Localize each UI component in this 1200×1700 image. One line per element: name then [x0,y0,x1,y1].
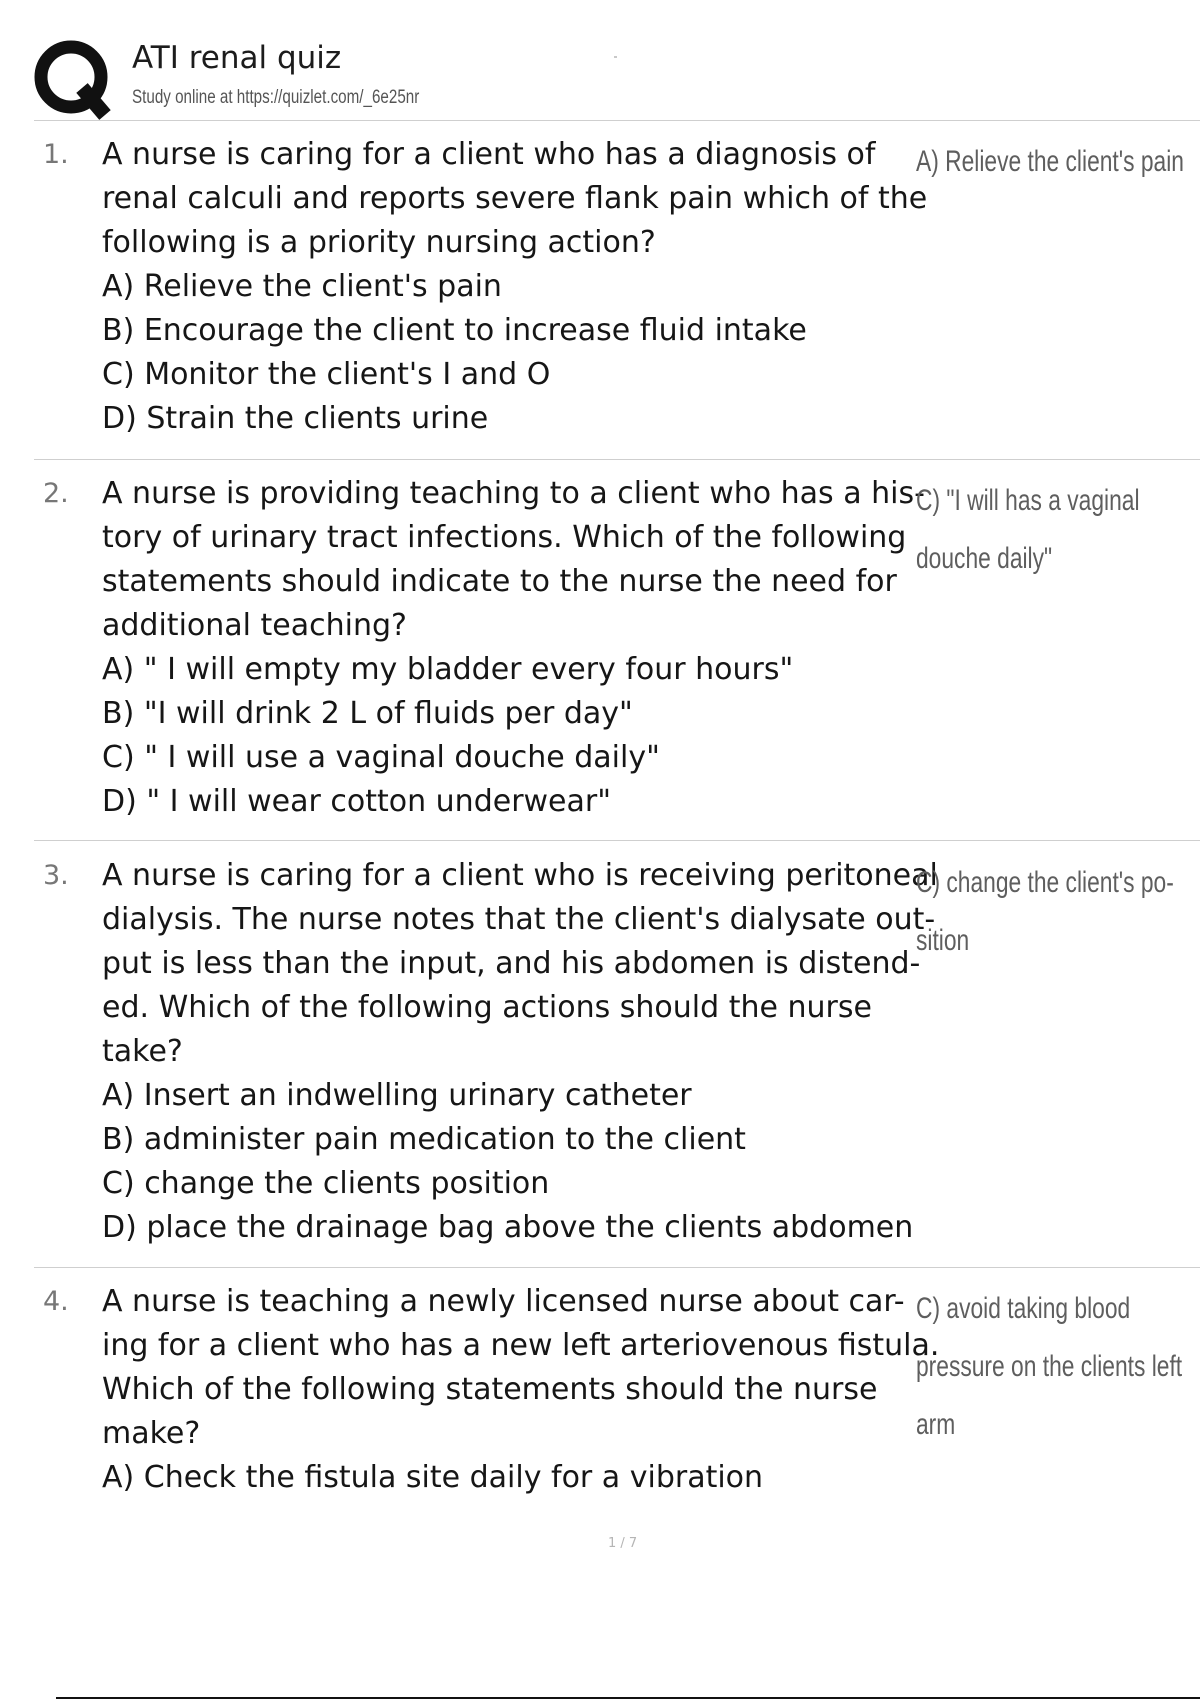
option-a: A) Relieve the client's pain [102,269,502,304]
option-c: C) change the clients position [102,1166,550,1201]
divider [34,1267,1200,1268]
question-text-line: make? [102,1416,201,1451]
header-divider-dot [614,56,617,58]
divider [34,120,1200,121]
answer-line: douche daily" [916,542,1053,575]
footer-divider [56,1697,1200,1699]
question-text-line: statements should indicate to the nurse the need for [102,564,897,599]
question-text-line: A nurse is providing teaching to a client who has a his- [102,476,925,511]
divider [34,459,1200,460]
option-b: B) administer pain medication to the client [102,1122,746,1157]
option-d: D) Strain the clients urine [102,401,489,436]
option-b: B) "I will drink 2 L of fluids per day" [102,696,633,731]
study-online-link-text: Study online at https://quizlet.com/_6e25nr [132,87,420,108]
option-a: A) " I will empty my bladder every four hours" [102,652,794,687]
answer-line: C) "I will has a vaginal [916,484,1140,517]
question-text-line: A nurse is caring for a client who has a diagnosis of [102,137,876,172]
option-b: B) Encourage the client to increase fluid intake [102,313,807,348]
question-text-line: Which of the following statements should the nurse [102,1372,878,1407]
question-number: 1. [43,139,69,170]
answer-line: pressure on the clients left [916,1350,1183,1383]
question-number: 3. [43,860,69,891]
question-text-line: A nurse is teaching a newly licensed nurse about car- [102,1284,905,1319]
option-a: A) Check the fistula site daily for a vibration [102,1460,764,1495]
question-text-line: renal calculi and reports severe flank pain which of the [102,181,928,216]
option-d: D) place the drainage bag above the clients abdomen [102,1210,914,1245]
question-text-line: A nurse is caring for a client who is receiving peritoneal [102,858,938,893]
question-card-4 [34,1280,1200,1510]
question-number: 2. [43,478,69,509]
answer [916,472,1174,588]
question-text-line: ed. Which of the following actions should the nurse [102,990,872,1025]
question-text-line: take? [102,1034,183,1069]
question-text-line: put is less than the input, and his abdomen is distend- [102,946,921,981]
question-number: 4. [43,1286,69,1317]
answer [916,1280,1183,1454]
answer-line: A) Relieve the client's pain [916,145,1184,178]
question-card-3 [34,854,1200,1254]
question-text-line: ing for a client who has a new left arteriovenous fistula. [102,1328,940,1363]
answer-line: C) avoid taking blood [916,1292,1131,1325]
question-text-line: tory of urinary tract infections. Which of the following [102,520,907,555]
page-title: ATI renal quiz [132,40,342,76]
option-a: A) Insert an indwelling urinary catheter [102,1078,692,1113]
answer-line: arm [916,1408,956,1441]
quizlet-logo-icon [34,38,116,120]
divider [34,840,1200,841]
answer-line: C) change the client's po- [916,866,1174,899]
question-body [102,854,962,1250]
question-card-1 [34,133,1200,445]
question-text-line: dialysis. The nurse notes that the client's dialysate out- [102,902,936,937]
option-c: C) Monitor the client's I and O [102,357,551,392]
question-body [102,472,962,824]
question-text-line: following is a priority nursing action? [102,225,656,260]
page-header [34,36,1194,120]
question-text-line: additional teaching? [102,608,407,643]
option-c: C) " I will use a vaginal douche daily" [102,740,660,775]
question-body [102,1280,962,1500]
answer-line: sition [916,924,970,957]
question-body [102,133,962,441]
option-d: D) " I will wear cotton underwear" [102,784,612,819]
page-number: 1 / 7 [608,1536,638,1551]
answer [916,854,1174,970]
answer [916,133,1184,191]
question-card-2 [34,472,1200,832]
